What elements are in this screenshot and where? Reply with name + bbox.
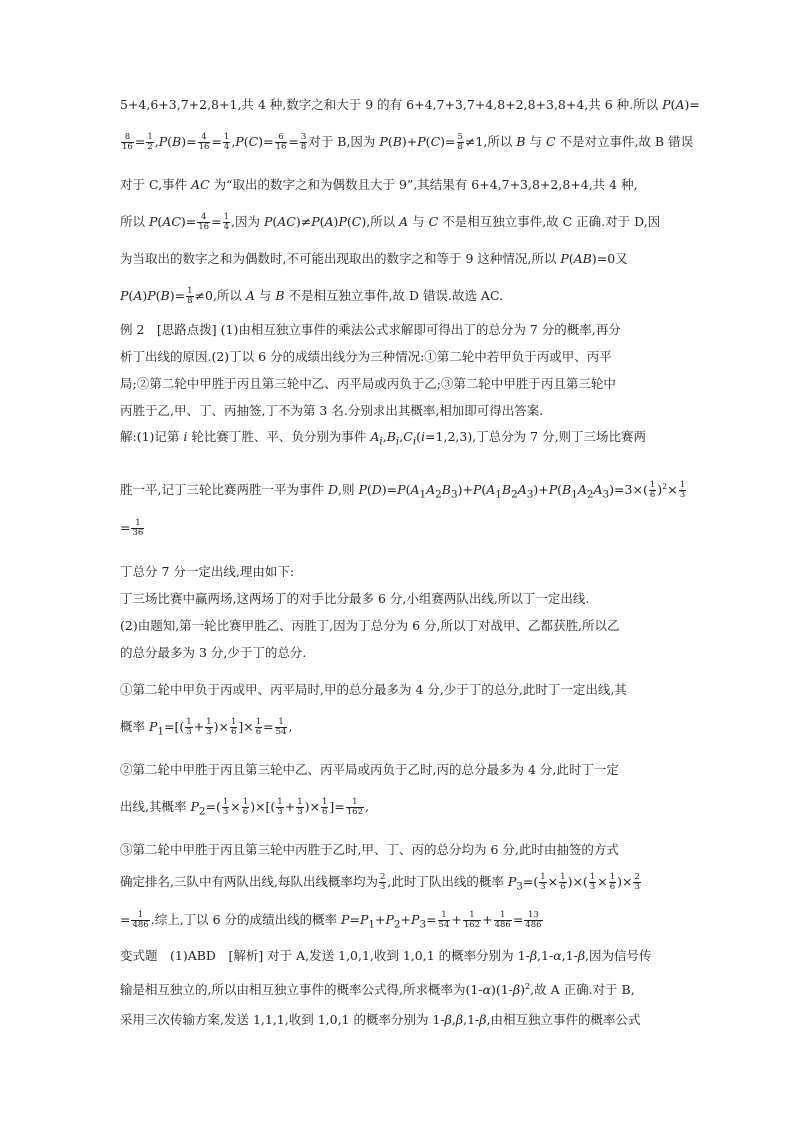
text-line: 5+4,6+3,7+2,8+1,共 4 种,数字之和大于 9 的有 6+4,7+3,7+4,8+2,8+3,8+4,共 6 种.所以 P(A)=: [120, 97, 700, 112]
fraction: $\frac{1}{6}$: [242, 797, 249, 817]
fraction: $\frac{1}{3}$: [540, 872, 546, 892]
fraction: $\frac{6}{16}$: [275, 132, 287, 152]
text-line: ②第二轮中甲胜于丙且第三轮中乙、丙平局或丙负于乙时,丙的总分最多为 4 分,此时丁一定: [120, 762, 619, 777]
text-line: 概率 $P_1=$[( $\frac{1}{3}$ + $\frac{1}{3}$ )× $\frac{1}{6}$ ]× $\frac{1}{6}$ = $\frac{1}{54}$ ,: [120, 717, 293, 738]
fraction: $\frac{1}{486}$: [132, 910, 149, 930]
fraction: $\frac{1}{3}$: [277, 797, 283, 817]
fraction: $\frac{4}{16}$: [198, 212, 210, 232]
text-line: = $\frac{1}{36}$: [120, 518, 144, 538]
text-line: 局;②第二轮中甲胜于丙且第三轮中乙、丙平局或丙负于乙;③第二轮中甲胜于丙且第三轮中: [120, 376, 616, 391]
text-line: 例 2 [思路点拨] (1)由相互独立事件的乘法公式求解即可得出丁的总分为 7 分的概率,再分: [120, 322, 621, 337]
text-line: 所以 P(AC)= $\frac{4}{16}$ = $\frac{1}{4}$ ,因为 P(AC)≠P(A)P(C),所以 A 与 C 不是相互独立事件,故 C 正确.对于 D,因: [120, 212, 661, 232]
fraction: $\frac{1}{3}$: [222, 797, 229, 817]
fraction: $\frac{1}{3}$: [679, 480, 686, 500]
fraction: $\frac{1}{4}$: [223, 132, 230, 152]
fraction: $\frac{1}{6}$: [230, 717, 237, 737]
fraction: $\frac{1}{8}$: [187, 286, 193, 306]
text-line: (2)由题知,第一轮比赛甲胜乙、丙胜丁,因为丁总分为 6 分,所以丁对战甲、乙都获胜,所以乙: [120, 618, 620, 633]
fraction: $\frac{1}{2}$: [147, 132, 153, 152]
text-line: 确定排名,三队中有两队出线,每队出线概率均为 $\frac{2}{3}$ ,此时丁队出线的概率 $P_3=$( $\frac{1}{3}$ × $\frac{1}{6}$ )×( $\frac{1}{3}$ × $\frac{1}{6}$ )× $\frac{2}{3}$: [120, 872, 640, 893]
text-line: 胜一平,记丁三轮比赛两胜一平为事件 D,则 $P(D)=P(A_1A_2B_3)+P(A_1B_2A_3)+P(B_1A_2A_3)=3\times$( $\frac{1}{6}$ )$^2$× $\frac{1}{3}$: [120, 480, 686, 501]
text-line: P(A)P(B)= $\frac{1}{8}$ ≠0,所以 A 与 B 不是相互独立事件,故 D 错误.故选 AC.: [120, 286, 504, 306]
fraction: $\frac{1}{3}$: [206, 717, 212, 737]
fraction: $\frac{1}{486}$: [494, 910, 511, 930]
fraction: $\frac{5}{8}$: [457, 132, 463, 152]
text-line: 变式题 (1)ABD [解析] 对于 A,发送 1,0,1,收到 1,0,1 的概率分别为 1-β,1-α,1-β,因为信号传: [120, 948, 652, 963]
text-line: = $\frac{1}{486}$ .综上,丁以 6 分的成绩出线的概率 $P=P_1+P_2+P_3=$ $\frac{1}{54}$ + $\frac{1}{162}$ + $\frac{1}{486}$ = $\frac{13}{486}$: [120, 910, 542, 931]
fraction: $\frac{8}{16}$: [122, 132, 133, 152]
text-line: 析丁出线的原因.(2)丁以 6 分的成绩出线分为三种情况:①第二轮中若甲负于丙或甲、丙平: [120, 349, 612, 364]
fraction: $\frac{1}{36}$: [132, 518, 144, 538]
text-line: 采用三次传输方案,发送 1,1,1,收到 1,0,1 的概率分别为 1-β,β,1-β,由相互独立事件的概率公式: [120, 1012, 641, 1027]
text-line: 丙胜于乙,甲、丁、丙抽签,丁不为第 3 名.分别求出其概率,相加即可得出答案.: [120, 403, 544, 418]
fraction: $\frac{1}{162}$: [346, 797, 363, 817]
fraction: $\frac{4}{16}$: [198, 132, 210, 152]
fraction: $\frac{1}{6}$: [609, 872, 616, 892]
text-line: ③第二轮中甲胜于丙且第三轮中丙胜于乙时,甲、丁、丙的总分均为 6 分,此时由抽签的方式: [120, 842, 619, 857]
fraction: $\frac{2}{3}$: [379, 872, 386, 892]
fraction: $\frac{1}{3}$: [297, 797, 303, 817]
fraction: $\frac{1}{54}$: [275, 717, 287, 737]
text-line: 丁总分 7 分一定出线,理由如下:: [120, 564, 295, 579]
text-line: ①第二轮中甲负于丙或甲、丙平局时,甲的总分最多为 4 分,少于丁的总分,此时丁一定出线,其: [120, 682, 627, 697]
text-line: 解:(1)记第 i 轮比赛丁胜、平、负分别为事件 $A_i,B_i,C_i(i=1,2,3)$,丁总分为 7 分,则丁三场比赛两: [120, 429, 647, 448]
fraction: $\frac{1}{6}$: [255, 717, 262, 737]
text-line: 的总分最多为 3 分,少于丁的总分.: [120, 645, 307, 660]
text-line: 输是相互独立的,所以由相互独立事件的概率公式得,所求概率为$(1-\alpha)(1-\beta)^2$,故 A 正确.对于 B,: [120, 982, 635, 998]
fraction: $\frac{1}{6}$: [649, 480, 656, 500]
fraction: $\frac{1}{3}$: [589, 872, 596, 892]
fraction: $\frac{1}{6}$: [560, 872, 566, 892]
fraction: $\frac{1}{3}$: [186, 717, 192, 737]
text-line: 丁三场比赛中赢两场,这两场丁的对手比分最多 6 分,小组赛两队出线,所以丁一定出线.: [120, 591, 590, 606]
fraction: $\frac{1}{162}$: [463, 910, 481, 930]
text-line: 为当取出的数字之和为偶数时,不可能出现取出的数字之和等于 9 这种情况,所以 P(AB)=0又: [120, 251, 628, 266]
fraction: $\frac{3}{8}$: [300, 132, 307, 152]
fraction: $\frac{13}{486}$: [525, 910, 542, 930]
text-line: 出线,其概率 $P_2=$( $\frac{1}{3}$ × $\frac{1}{6}$ )×[( $\frac{1}{3}$ + $\frac{1}{3}$ )× $\frac{1}{6}$ ]= $\frac{1}{162}$ ,: [120, 797, 369, 818]
fraction: $\frac{1}{6}$: [321, 797, 328, 817]
fraction: $\frac{1}{4}$: [223, 212, 229, 232]
fraction: $\frac{1}{54}$: [438, 910, 450, 930]
fraction: $\frac{2}{3}$: [634, 872, 640, 892]
text-line: 对于 C,事件 AC 为“取出的数字之和为偶数且大于 9”,其结果有 6+4,7+3,8+2,8+4,共 4 种,: [120, 177, 638, 192]
text-line: $\frac{8}{16}$ = $\frac{1}{2}$ ,P(B)= $\frac{4}{16}$ = $\frac{1}{4}$ ,P(C)= $\frac{6}{16}$ = $\frac{3}{8}$ 对于 B,因为 P(B)+P(C)= $\frac{5}{8}$ ≠1,所以 B 与 C 不是对立事件,故 B 错误: [122, 132, 694, 152]
